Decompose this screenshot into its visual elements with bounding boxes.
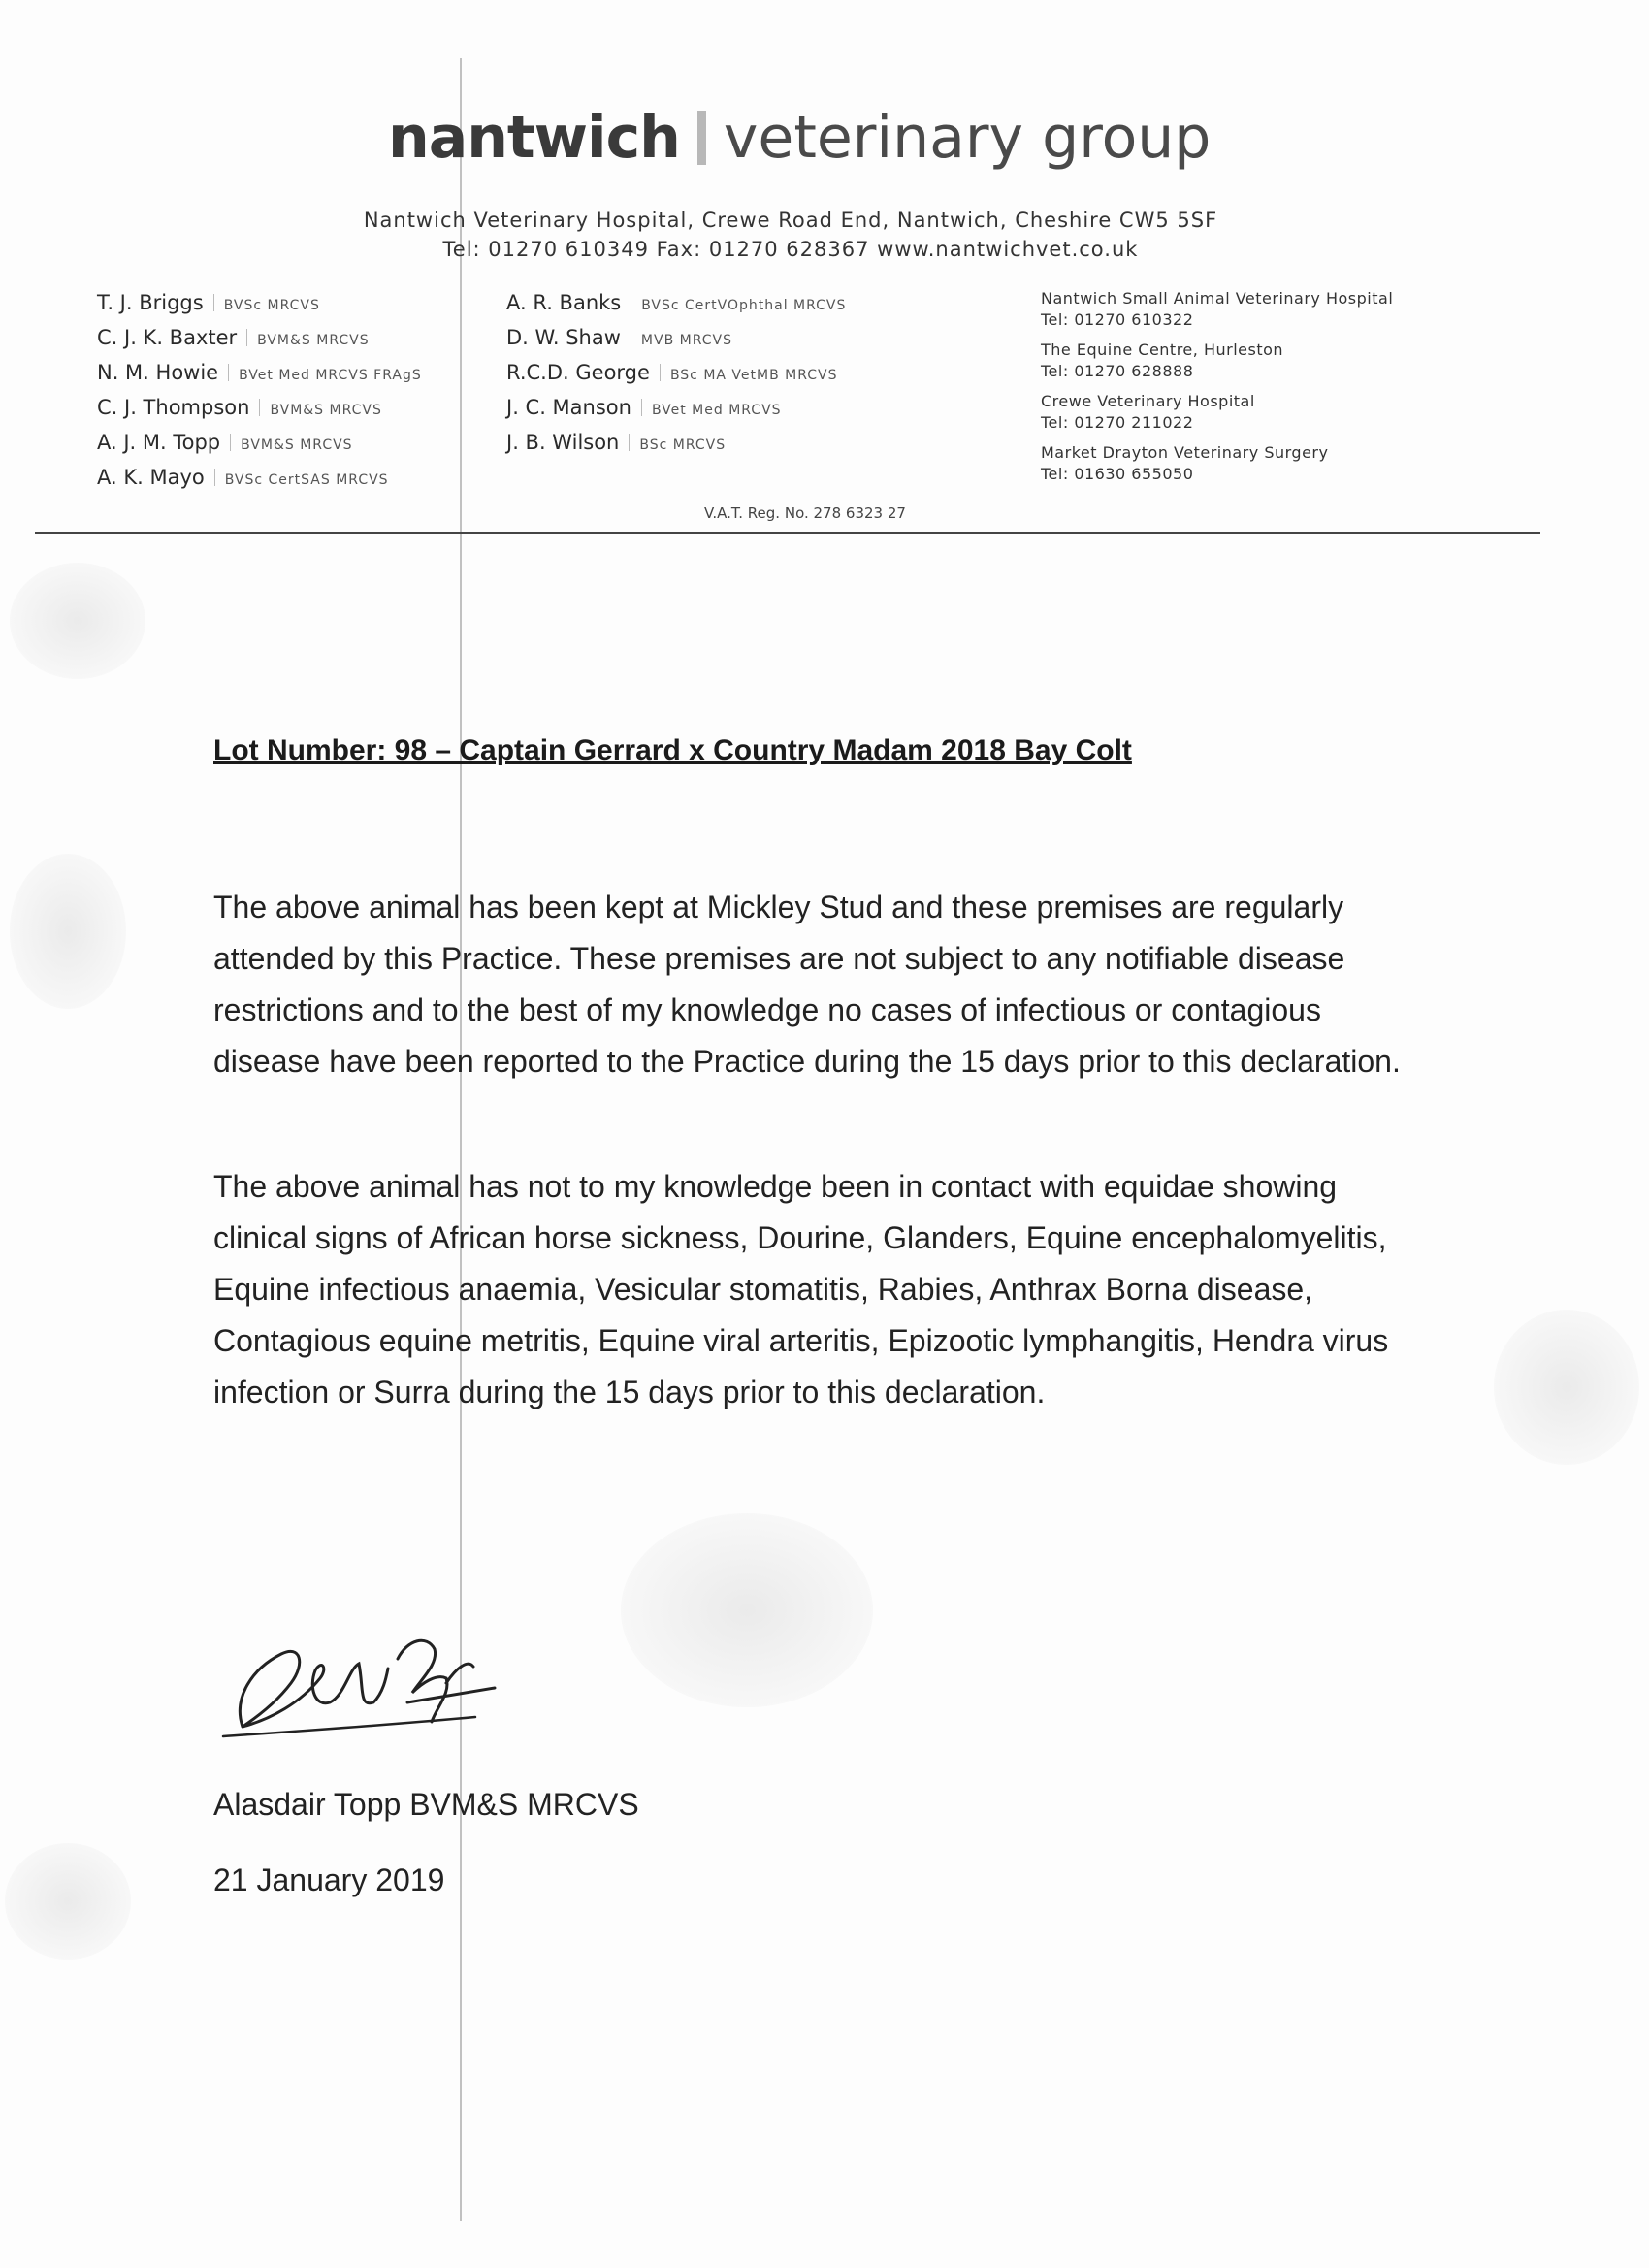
logo-brand-bold: nantwich (388, 104, 680, 172)
branch-entry (1041, 391, 1393, 442)
partner-entry (97, 291, 422, 326)
partner-qualifications: BVM&S MRCVS (270, 403, 382, 418)
partner-qualifications: BVet Med MRCVS (651, 403, 782, 418)
partner-entry (97, 396, 422, 431)
partner-entry (97, 361, 422, 396)
partner-entry (97, 431, 422, 466)
signatory-name: Alasdair Topp BVM&S MRCVS (213, 1787, 639, 1822)
branch-name: Market Drayton Veterinary Surgery (1041, 443, 1329, 462)
declaration-paragraph-2: The above animal has not to my knowledge been in contact with equidae showing clinical signs of African horse sickness, Dourine, Glanders, Equine encephalomyelitis, Equine infectious anaemia, Vesicular stomatitis, Rabies, Anthrax Borna disease, Contagious equine metritis, Equine viral arteritis, Epizootic lymphangitis, Hendra virus infection or Surra during the 15 days prior to this declaration. (213, 1169, 1389, 1409)
partner-name: D. W. Shaw (506, 326, 621, 349)
partner-name: R.C.D. George (506, 361, 650, 384)
branch-entry (1041, 288, 1393, 340)
branch-entry (1041, 340, 1393, 391)
handwritten-signature (213, 1610, 504, 1746)
partner-name: C. J. Thompson (97, 396, 250, 419)
branch-name: Crewe Veterinary Hospital (1041, 392, 1255, 410)
company-logo (388, 104, 1222, 172)
letterhead-address: Nantwich Veterinary Hospital, Crewe Road End, Nantwich, Cheshire CW5 5SF (363, 209, 1218, 232)
branch-entry (1041, 442, 1393, 494)
partner-qualifications: BVM&S MRCVS (257, 333, 370, 348)
lot-heading: Lot Number: 98 – Captain Gerrard x Country Madam 2018 Bay Colt (213, 734, 1132, 766)
partner-name: C. J. K. Baxter (97, 326, 238, 349)
partner-entry (97, 326, 422, 361)
partner-entry (506, 361, 846, 396)
partner-name: T. J. Briggs (97, 291, 204, 314)
branch-name: The Equine Centre, Hurleston (1041, 340, 1284, 359)
branch-name: Nantwich Small Animal Veterinary Hospital (1041, 289, 1394, 308)
partners-column-1 (97, 291, 422, 501)
partner-qualifications: BVSc MRCVS (223, 298, 320, 313)
partner-entry (506, 291, 846, 326)
partner-entry (506, 396, 846, 431)
scan-smudge (10, 854, 126, 1009)
vat-number: V.A.T. Reg. No. 278 6323 27 (704, 504, 906, 522)
branch-tel: Tel: 01270 628888 (1041, 362, 1194, 380)
partner-qualifications: BSc MA VetMB MRCVS (669, 368, 838, 383)
partner-name: J. B. Wilson (506, 431, 620, 454)
partner-qualifications: BVSc CertVOphthal MRCVS (641, 298, 847, 313)
paper-fold-line (460, 58, 462, 2221)
branch-list (1041, 288, 1393, 494)
scan-smudge (10, 563, 146, 679)
branch-tel: Tel: 01270 610322 (1041, 310, 1194, 329)
partner-qualifications: BVM&S MRCVS (241, 437, 353, 453)
declaration-paragraph-1: The above animal has been kept at Mickley Stud and these premises are regularly attended by this Practice. These premises are not subject to any notifiable disease restrictions and to the best of my knowledge no cases of infectious or contagious disease have been reported to the Practice during the 15 days prior to this declaration. (213, 890, 1401, 1079)
letter-date: 21 January 2019 (213, 1863, 445, 1897)
partner-qualifications: MVB MRCVS (640, 333, 732, 348)
letterhead-contact: Tel: 01270 610349 Fax: 01270 628367 www.nantwichvet.co.uk (442, 238, 1139, 261)
partner-qualifications: BVet Med MRCVS FRAgS (239, 368, 422, 383)
logo-brand-light: veterinary group (723, 104, 1212, 172)
partner-qualifications: BSc MRCVS (639, 437, 727, 453)
branch-tel: Tel: 01270 211022 (1041, 413, 1194, 432)
logo-divider (697, 111, 706, 165)
partner-name: A. J. M. Topp (97, 431, 221, 454)
branch-tel: Tel: 01630 655050 (1041, 465, 1194, 483)
scan-smudge (621, 1513, 873, 1707)
partner-name: A. K. Mayo (97, 466, 205, 489)
partner-entry (506, 431, 846, 466)
partner-name: N. M. Howie (97, 361, 219, 384)
header-divider (35, 532, 1540, 534)
scan-smudge (5, 1843, 131, 1960)
partner-name: J. C. Manson (506, 396, 631, 419)
scan-smudge (1494, 1310, 1639, 1465)
partner-name: A. R. Banks (506, 291, 622, 314)
partner-entry (506, 326, 846, 361)
partner-qualifications: BVSc CertSAS MRCVS (224, 472, 389, 488)
partner-entry (97, 466, 422, 501)
partners-column-2 (506, 291, 846, 466)
